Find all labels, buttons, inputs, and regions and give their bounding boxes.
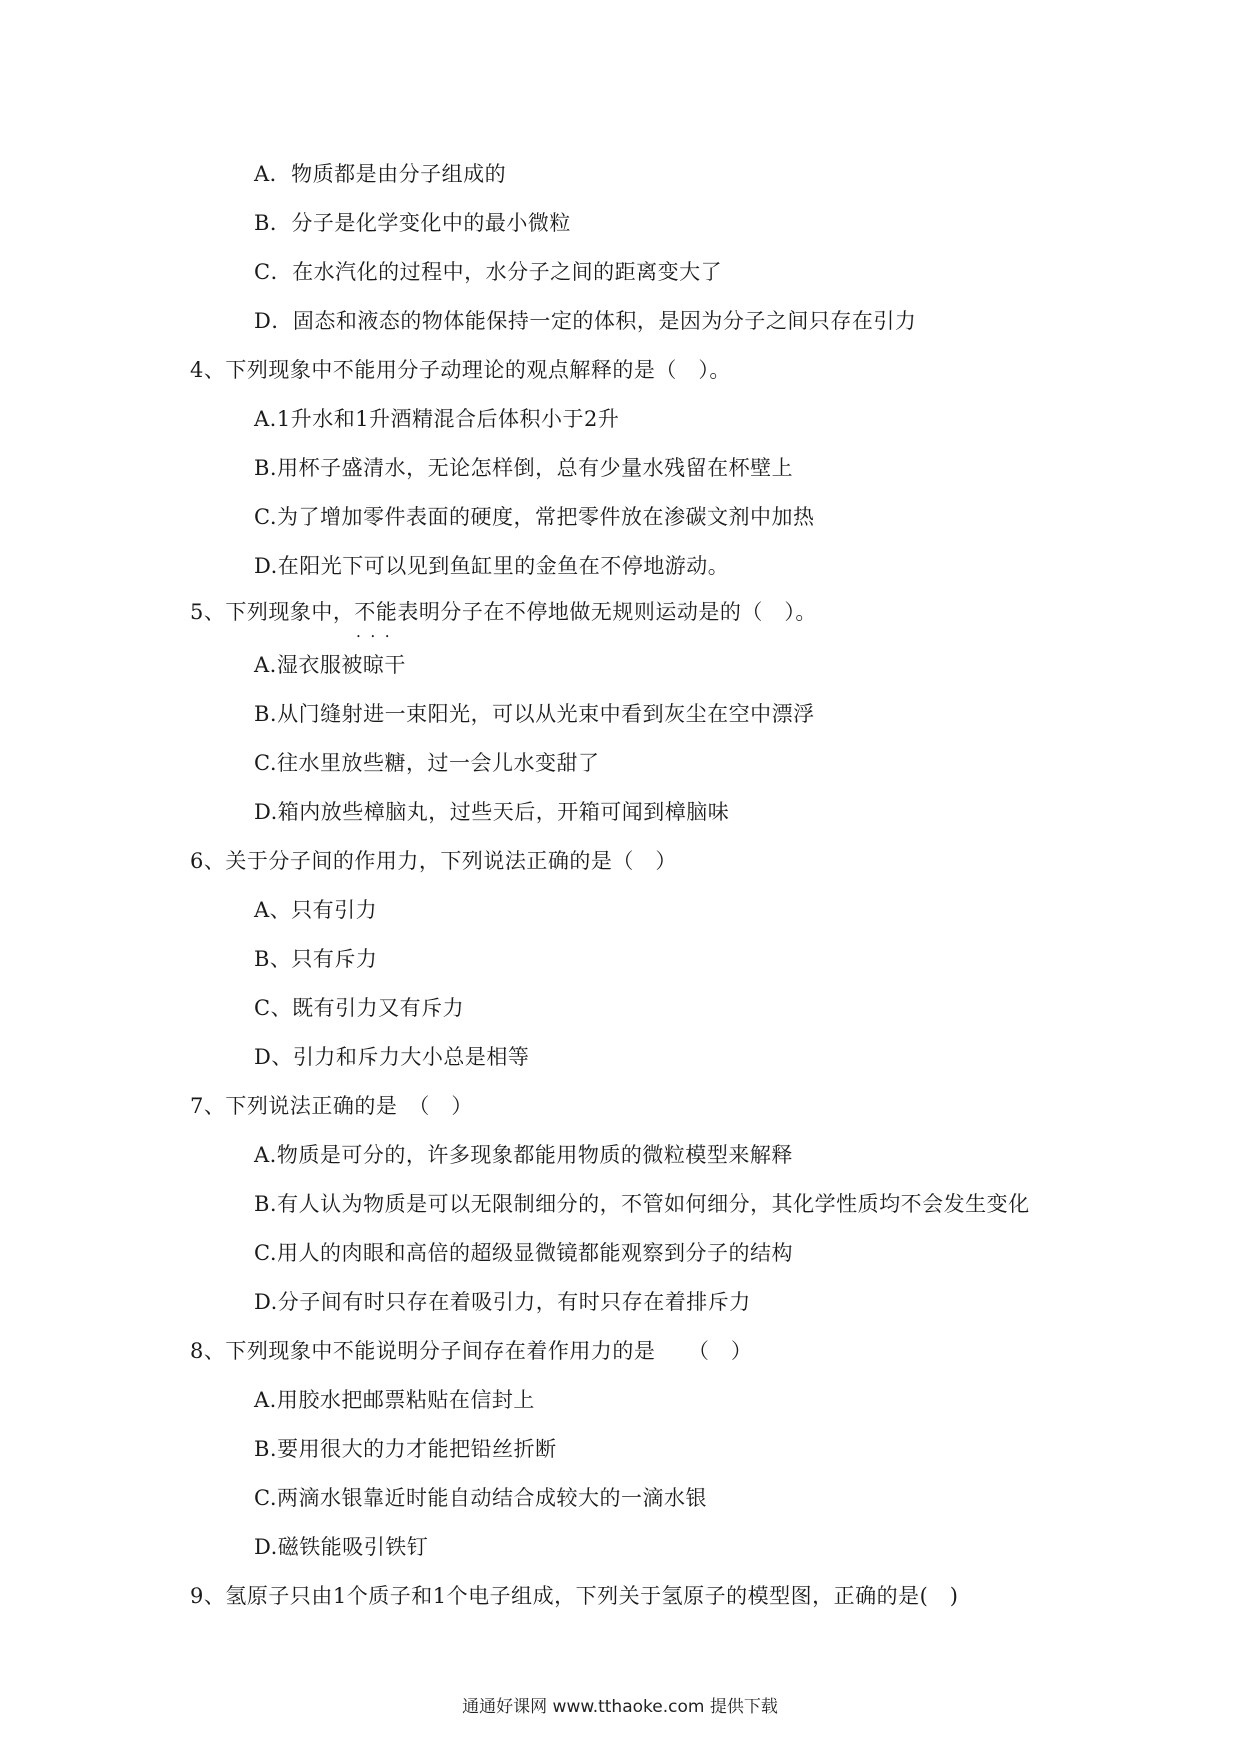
q7-option-b: B.有人认为物质是可以无限制细分的，不管如何细分，其化学性质均不会发生变化	[254, 1192, 1030, 1216]
q4-option-c: C.为了增加零件表面的硬度，常把零件放在渗碳文剂中加热	[254, 505, 815, 529]
q6-option-a: A、只有引力	[254, 898, 378, 922]
q3-option-d: D．固态和液态的物体能保持一定的体积，是因为分子之间只存在引力	[254, 309, 917, 333]
q4-option-b: B.用杯子盛清水，无论怎样倒，总有少量水残留在杯壁上	[254, 456, 794, 480]
q8-stem: 8、下列现象中不能说明分子间存在着作用力的是 （ ）	[190, 1339, 753, 1363]
q6-option-c: C、既有引力又有斥力	[254, 996, 465, 1020]
q7-stem: 7、下列说法正确的是 （ ）	[190, 1094, 473, 1118]
q9-stem: 9、氢原子只由1个质子和1个电子组成，下列关于氢原子的模型图，正确的是( )	[190, 1584, 959, 1608]
q6-stem: 6、关于分子间的作用力，下列说法正确的是（ ）	[190, 849, 677, 873]
q8-option-d: D.磁铁能吸引铁钉	[254, 1535, 429, 1559]
q7-option-d: D.分子间有时只存在着吸引力，有时只存在着排斥力	[254, 1290, 751, 1314]
q7-option-c: C.用人的肉眼和高倍的超级显微镜都能观察到分子的结构	[254, 1241, 793, 1265]
q4-stem: 4、下列现象中不能用分子动理论的观点解释的是（ ）。	[190, 358, 731, 382]
q6-option-d: D、引力和斥力大小总是相等	[254, 1045, 530, 1069]
q4-option-d: D.在阳光下可以见到鱼缸里的金鱼在不停地游动。	[254, 554, 730, 578]
q8-option-c: C.两滴水银靠近时能自动结合成较大的一滴水银	[254, 1486, 707, 1510]
q6-option-b: B、只有斥力	[254, 947, 378, 971]
q5-option-a: A.湿衣服被晾干	[254, 653, 406, 677]
q7-option-a: A.物质是可分的，许多现象都能用物质的微粒模型来解释	[254, 1143, 793, 1167]
q8-option-a: A.用胶水把邮票粘贴在信封上	[254, 1388, 535, 1412]
q3-option-b: B．分子是化学变化中的最小微粒	[254, 211, 571, 235]
q5-option-b: B.从门缝射进一束阳光，可以从光束中看到灰尘在空中漂浮	[254, 702, 815, 726]
q4-option-a: A.1升水和1升酒精混合后体积小于2升	[254, 407, 620, 431]
q5-stem-prefix: 5、下列现象中，	[190, 600, 355, 624]
q3-option-c: C．在水汽化的过程中，水分子之间的距离变大了	[254, 260, 723, 284]
q5-option-c: C.往水里放些糖，过一会儿水变甜了	[254, 751, 600, 775]
q5-option-d: D.箱内放些樟脑丸，过些天后，开箱可闻到樟脑味	[254, 800, 730, 824]
q3-option-a: A．物质都是由分子组成的	[254, 162, 507, 186]
q5-stem-suffix: 表明分子在不停地做无规则运动是的（ ）。	[397, 600, 817, 624]
q8-option-b: B.要用很大的力才能把铅丝折断	[254, 1437, 557, 1461]
q5-stem-emphasis: 不能 • • •	[354, 600, 397, 624]
q5-stem	[190, 597, 817, 627]
page-footer: 通通好课网 www.tthaoke.com 提供下载	[462, 1697, 778, 1717]
